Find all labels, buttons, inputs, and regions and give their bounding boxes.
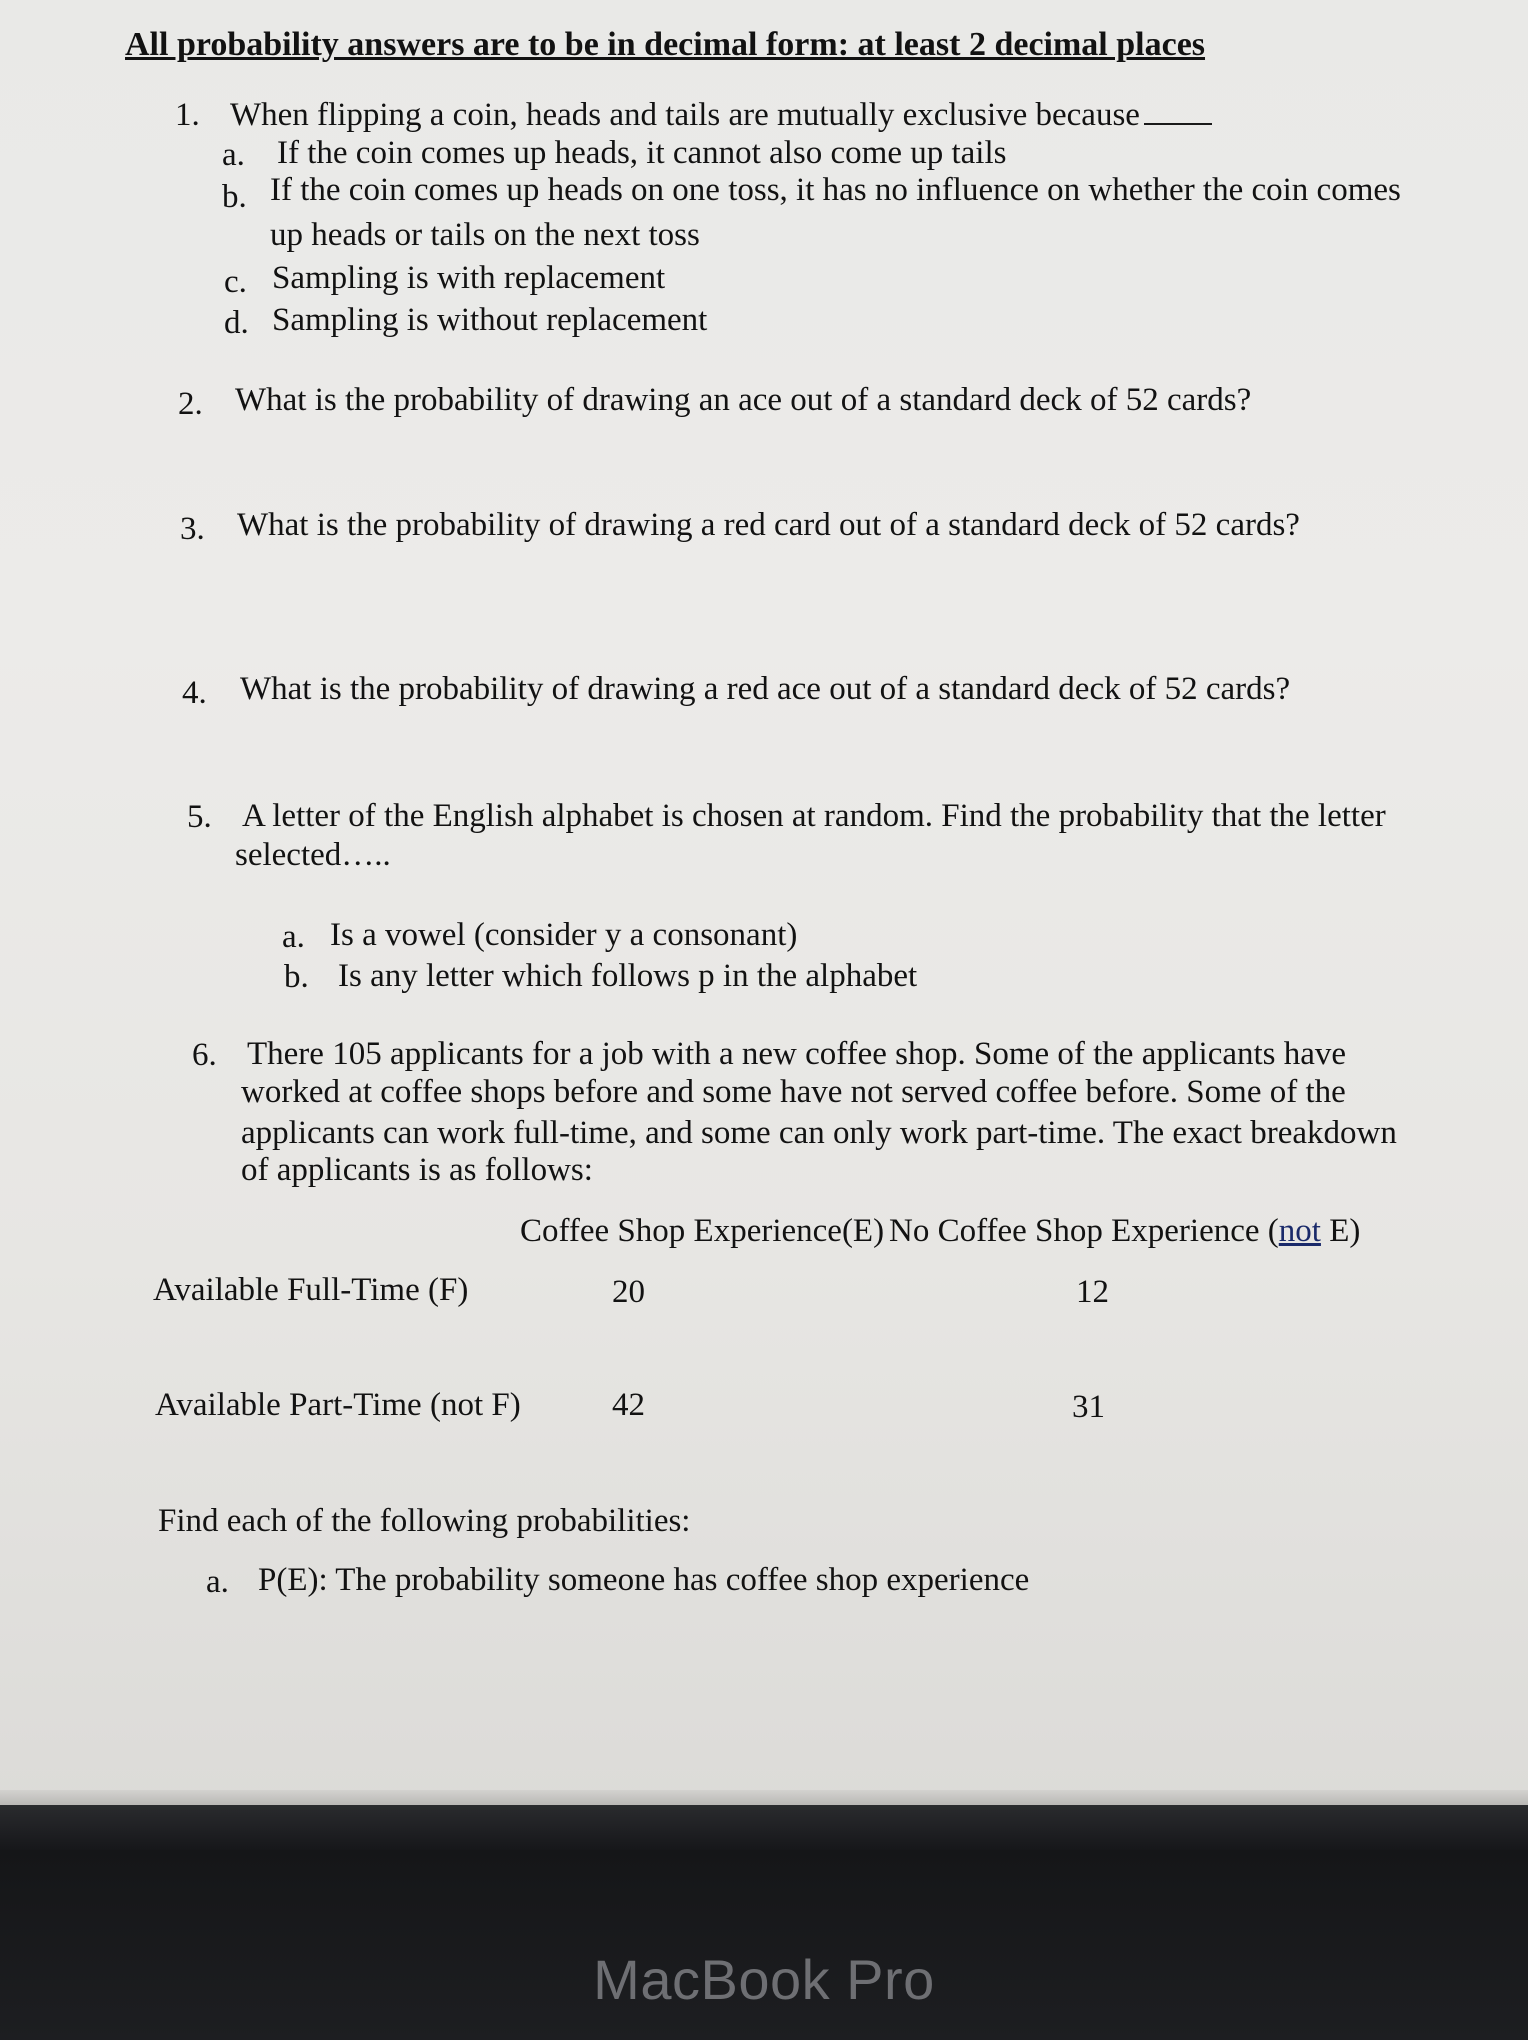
q1-option-a: If the coin comes up heads, it cannot also come up tails bbox=[277, 135, 1007, 171]
table-col-experience-header: Coffee Shop Experience(E) bbox=[520, 1213, 885, 1249]
q5-option-b: Is any letter which follows p in the alphabet bbox=[338, 958, 918, 994]
q1-text bbox=[230, 96, 1212, 134]
q5-text-line2: selected….. bbox=[235, 837, 391, 873]
q6-text-line1: There 105 applicants for a job with a new coffee shop. Some of the applicants have bbox=[247, 1036, 1347, 1072]
table-col-no-experience-header bbox=[889, 1212, 1360, 1250]
q4-number: 4. bbox=[182, 675, 207, 711]
q6-text-line3: applicants can work full-time, and some can only work part-time. The exact breakdown bbox=[241, 1115, 1397, 1151]
q2-number: 2. bbox=[178, 386, 203, 422]
q1-option-c: Sampling is with replacement bbox=[272, 260, 666, 296]
q6-number: 6. bbox=[192, 1037, 217, 1073]
q1-option-d: Sampling is without replacement bbox=[272, 302, 708, 338]
brand-label: MacBook Pro bbox=[593, 1948, 935, 2011]
q1-option-a-label: a. bbox=[222, 137, 245, 173]
screen-edge bbox=[0, 1790, 1528, 1805]
q4-text: What is the probability of drawing a red ace out of a standard deck of 52 cards? bbox=[240, 671, 1291, 707]
q1-option-d-label: d. bbox=[224, 305, 249, 341]
col2-header-text: No Coffee Shop Experience ( bbox=[889, 1213, 1279, 1249]
q6-text-line2: worked at coffee shops before and some have not served coffee before. Some of the bbox=[241, 1074, 1346, 1110]
q5-option-b-label: b. bbox=[284, 959, 309, 995]
q3-number: 3. bbox=[180, 511, 205, 547]
q1-text-content: When flipping a coin, heads and tails are mutually exclusive because bbox=[230, 97, 1140, 133]
q5-option-a-label: a. bbox=[282, 919, 305, 955]
q5-text-line1: A letter of the English alphabet is chosen at random. Find the probability that the letter bbox=[242, 798, 1386, 834]
q5-number: 5. bbox=[187, 799, 212, 835]
answer-blank bbox=[1144, 97, 1212, 125]
q1-option-c-label: c. bbox=[224, 264, 247, 300]
q6-text-line4: of applicants is as follows: bbox=[241, 1152, 593, 1188]
table-cell-part-time-no-experience: 31 bbox=[1072, 1389, 1105, 1425]
laptop-bezel bbox=[0, 1805, 1528, 1850]
q1-option-b-label: b. bbox=[222, 179, 247, 215]
find-a-text: P(E): The probability someone has coffee shop experience bbox=[258, 1562, 1030, 1598]
col2-header-not: not bbox=[1278, 1213, 1321, 1249]
table-cell-full-time-experience: 20 bbox=[612, 1274, 645, 1310]
instructions-header: All probability answers are to be in decimal form: at least 2 decimal places bbox=[125, 26, 1206, 63]
table-cell-part-time-experience: 42 bbox=[612, 1387, 645, 1423]
table-cell-full-time-no-experience: 12 bbox=[1076, 1274, 1109, 1310]
q1-number: 1. bbox=[175, 97, 200, 133]
table-row-part-time-label: Available Part-Time (not F) bbox=[155, 1387, 521, 1423]
find-probabilities-intro: Find each of the following probabilities: bbox=[158, 1503, 691, 1539]
q1-option-b-line1: If the coin comes up heads on one toss, it has no influence on whether the coin comes bbox=[270, 172, 1401, 208]
find-a-label: a. bbox=[206, 1564, 229, 1600]
col2-header-end: E) bbox=[1320, 1213, 1361, 1249]
q2-text: What is the probability of drawing an ace out of a standard deck of 52 cards? bbox=[235, 382, 1252, 418]
q1-option-b-line2: up heads or tails on the next toss bbox=[270, 217, 700, 253]
q3-text: What is the probability of drawing a red card out of a standard deck of 52 cards? bbox=[237, 507, 1300, 543]
q5-option-a: Is a vowel (consider y a consonant) bbox=[330, 917, 798, 953]
table-row-full-time-label: Available Full-Time (F) bbox=[153, 1272, 469, 1308]
